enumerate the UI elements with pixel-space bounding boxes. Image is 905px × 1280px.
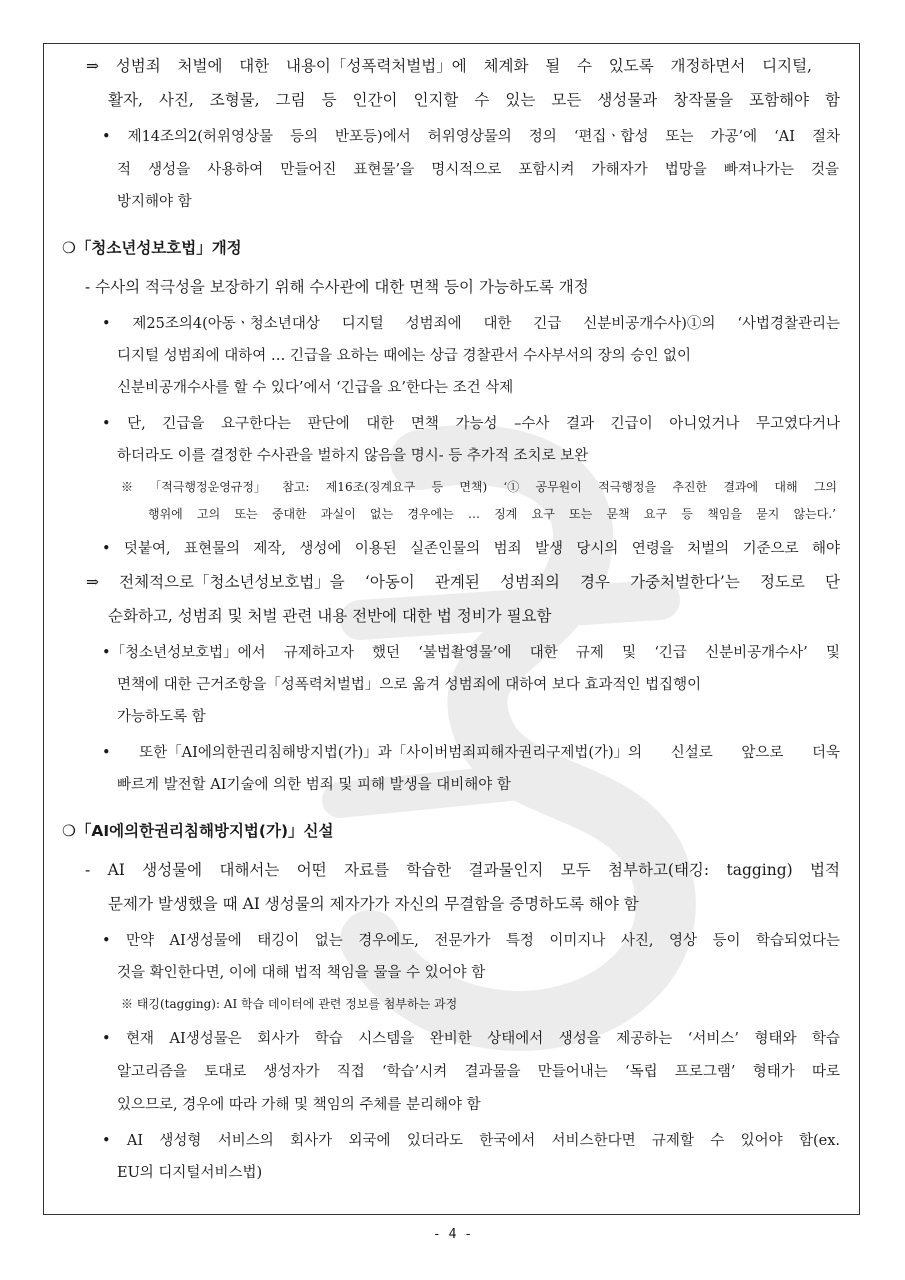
text-line: 가능하도록 함 — [117, 709, 206, 725]
section-heading: ❍「AI에의한권리침해방지법(가)」신설 — [62, 822, 334, 840]
note-line: ※ 「적극행정운영규정」 참고: 제16조(징계요구 등 면책) ‘① 공무원이 적극행정을 추진한 결과에 대해 그의 — [121, 480, 837, 494]
text-line: ⇒ 성범죄 처벌에 대한 내용이「성폭력처벌법」에 체계화 될 수 있도록 개정하면서 디지털, — [86, 57, 812, 75]
text-line: 하더라도 이를 결정한 수사관을 벌하지 않음을 명시- 등 추가적 조치로 보완 — [117, 448, 589, 464]
text-line: - 수사의 적극성을 보장하기 위해 수사관에 대한 면책 등이 가능하도록 개정 — [85, 278, 589, 296]
text-line: 알고리즘을 토대로 생성자가 직접 ‘학습’시켜 결과물을 만들어내는 ‘독립 프로그램’ 형태가 따로 — [117, 1064, 840, 1080]
text-line: • 현재 AI생성물은 회사가 학습 시스템을 완비한 상태에서 생성을 제공하는 ‘서비스’ 형태와 학습 — [102, 1031, 840, 1047]
text-line: • AI 생성형 서비스의 회사가 외국에 있더라도 한국에서 서비스한다면 규제할 수 있어야 함(ex. — [102, 1133, 840, 1149]
text-line: 순화하고, 성범죄 및 처벌 관련 내용 전반에 대한 법 정비가 필요함 — [108, 607, 552, 625]
text-line: EU의 디지털서비스법) — [117, 1165, 263, 1181]
text-line: 면책에 대한 근거조항을「성폭력처벌법」으로 옮겨 성범죄에 대하여 보다 효과적인 법집행이 — [117, 677, 702, 693]
text-line: • 제25조의4(아동ㆍ청소년대상 디지털 성범죄에 대한 긴급 신분비공개수사)①의 ‘사법경찰관리는 — [102, 316, 840, 332]
text-line: 활자, 사진, 조형물, 그림 등 인간이 인지할 수 있는 모든 생성물과 창작물을 포함해야 함 — [108, 91, 840, 109]
text-line: 신분비공개수사를 할 수 있다’에서 ‘긴급을 요’한다는 조건 삭제 — [117, 380, 514, 396]
text-line: • 또한「AI에의한권리침해방지법(가)」과「사이버범죄피해자권리구제법(가)」의 신설로 앞으로 더욱 — [102, 745, 840, 761]
text-line: 문제가 발생했을 때 AI 생성물의 제자가가 자신의 무결함을 증명하도록 해야 함 — [108, 895, 639, 913]
section-heading: ❍「청소년성보호법」개정 — [62, 239, 242, 257]
text-line: 것을 확인한다면, 이에 대해 법적 책임을 물을 수 있어야 함 — [117, 965, 486, 981]
text-line: ⇒ 전체적으로「청소년성보호법」을 ‘아동이 관계된 성범죄의 경우 가중처벌한다’는 정도로 단 — [86, 573, 840, 591]
text-line: 적 생성을 사용하여 만들어진 표현물’을 명시적으로 포함시켜 가해자가 법망을 빠져나가는 것을 — [117, 162, 839, 178]
text-line: • 제14조의2(허위영상물 등의 반포등)에서 허위영상물의 정의 ‘편집ㆍ합성 또는 가공’에 ‘AI 절차 — [102, 129, 840, 145]
text-line: 있으므로, 경우에 따라 가해 및 책임의 주체를 분리해야 함 — [117, 1097, 481, 1113]
note-line: 행위에 고의 또는 중대한 과실이 없는 경우에는 … 징계 요구 또는 문책 요구 등 책임을 묻지 않는다.’ — [148, 507, 836, 521]
text-line: • 덧붙여, 표현물의 제작, 생성에 이용된 실존인물의 범죄 발생 당시의 연령을 처벌의 기준으로 해야 — [102, 541, 840, 557]
page-number: - 4 - — [432, 1227, 473, 1242]
text-line: • 단, 긴급을 요구한다는 판단에 대한 면책 가능성 –수사 결과 긴급이 아니었거나 무고였다거나 — [102, 416, 840, 432]
text-line: 디지털 성범죄에 대하여 … 긴급을 요하는 때에는 상급 경찰관서 수사부서의 장의 승인 없이 — [117, 348, 692, 364]
note-line: ※ 태깅(tagging): AI 학습 데이터에 관련 정보를 첨부하는 과정 — [121, 997, 458, 1011]
text-line: 방지해야 함 — [117, 194, 192, 210]
text-line: 빠르게 발전할 AI기술에 의한 범죄 및 피해 발생을 대비해야 함 — [117, 777, 511, 793]
text-line: •「청소년성보호법」에서 규제하고자 했던 ‘불법촬영물’에 대한 규제 및 ‘긴급 신분비공개수사’ 및 — [102, 645, 840, 661]
text-line: • 만약 AI생성물에 태깅이 없는 경우에도, 전문가가 특정 이미지나 사진, 영상 등이 학습되었다는 — [102, 933, 840, 949]
text-line: - AI 생성물에 대해서는 어떤 자료를 학습한 결과물인지 모두 첨부하고(태깅: tagging) 법적 — [85, 861, 840, 879]
